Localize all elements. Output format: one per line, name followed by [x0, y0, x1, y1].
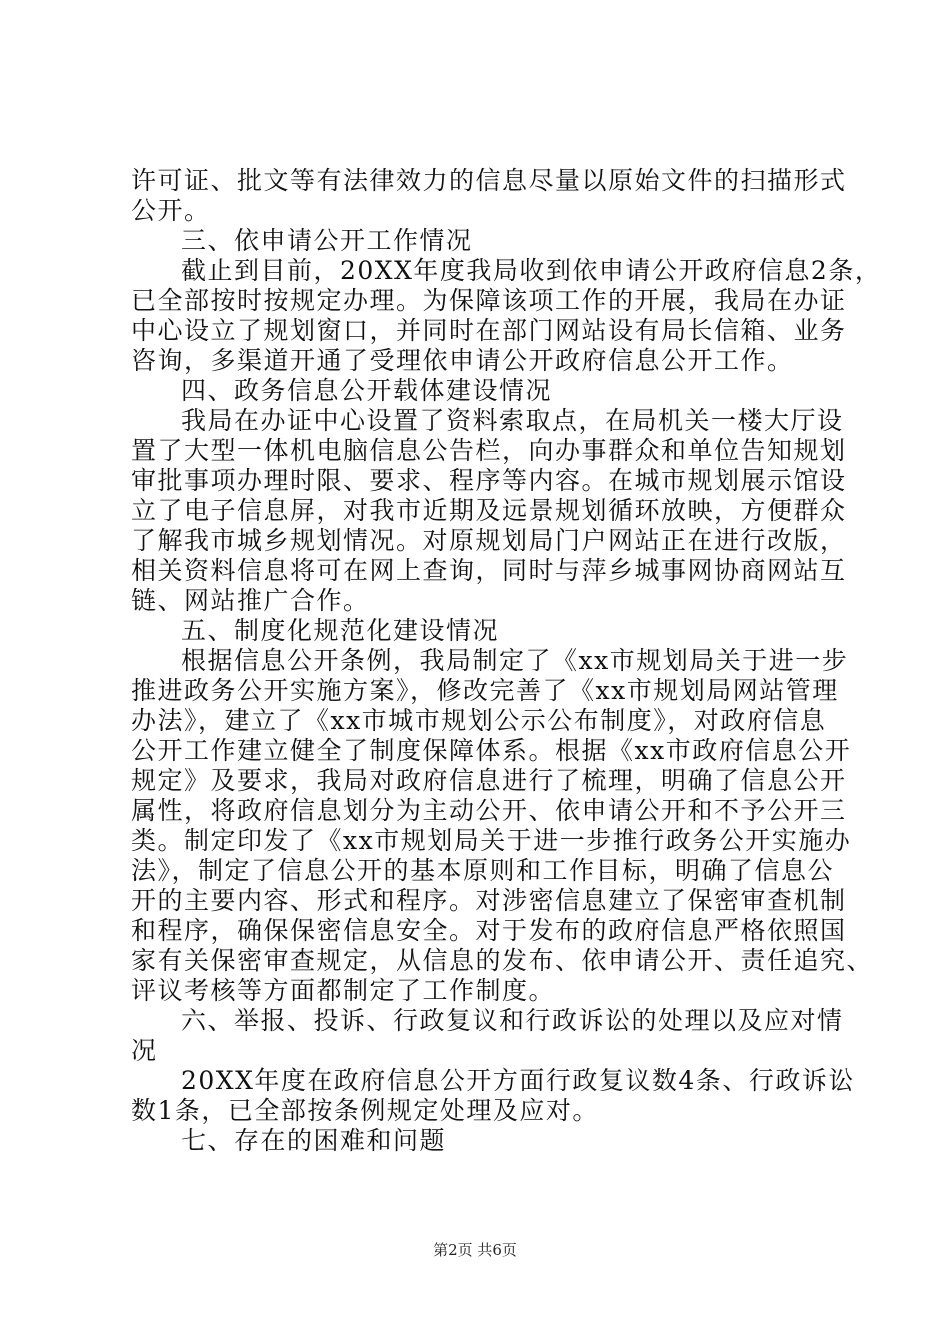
text-line: 咨询，多渠道开通了受理依申请公开政府信息公开工作。 — [131, 346, 794, 375]
text-line: 根据信息公开条例，我局制定了《xx市规划局关于进一步 — [181, 646, 849, 675]
text-line: 置了大型一体机电脑信息公告栏，向办事群众和单位告知规划 — [131, 436, 847, 465]
text-line: 许可证、批文等有法律效力的信息尽量以原始文件的扫描形式 — [131, 166, 847, 195]
text-line: 我局在办证中心设置了资料索取点，在局机关一楼大厅设 — [181, 406, 844, 435]
text-line: 中心设立了规划窗口，并同时在部门网站设有局长信箱、业务 — [131, 316, 847, 345]
text-line: 相关资料信息将可在网上查询，同时与萍乡城事网协商网站互 — [131, 556, 847, 585]
document-body — [131, 166, 882, 1156]
text-line: 推进政务公开实施方案》，修改完善了《xx市规划局网站管理 — [131, 676, 839, 705]
text-line: 链、网站推广合作。 — [131, 586, 370, 615]
text-line: 数1条，已全部按条例规定处理及应对。 — [131, 1096, 599, 1125]
page-footer: 第2页 共6页 — [433, 1241, 517, 1259]
text-line: 审批事项办理时限、要求、程序等内容。在城市规划展示馆设 — [131, 466, 847, 495]
text-line: 立了电子信息屏，对我市近期及远景规划循环放映，方便群众 — [131, 496, 847, 525]
text-line: 评议考核等方面都制定了工作制度。 — [131, 976, 556, 1005]
text-line: 属性，将政府信息划分为主动公开、依申请公开和不予公开三 — [131, 796, 847, 825]
text-line: 六、举报、投诉、行政复议和行政诉讼的处理以及应对情 — [181, 1006, 844, 1035]
text-line: 办法》，建立了《xx市城市规划公示公布制度》，对政府信息 — [131, 706, 827, 735]
text-line: 规定》及要求，我局对政府信息进行了梳理，明确了信息公开 — [131, 766, 847, 795]
text-line: 开的主要内容、形式和程序。对涉密信息建立了保密审查机制 — [131, 886, 847, 915]
text-line: 截止到目前，20XX年度我局收到依申请公开政府信息2条， — [181, 256, 882, 285]
text-line: 和程序，确保保密信息安全。对于发布的政府信息严格依照国 — [131, 916, 847, 945]
text-line: 家有关保密审查规定，从信息的发布、依申请公开、责任追究、 — [131, 946, 874, 975]
text-line: 法》，制定了信息公开的基本原则和工作目标，明确了信息公 — [131, 856, 835, 885]
text-line: 公开。 — [131, 196, 211, 225]
text-line: 了解我市城乡规划情况。对原规划局门户网站正在进行改版， — [131, 526, 847, 555]
text-line: 三、依申请公开工作情况 — [181, 226, 473, 255]
text-line: 类。制定印发了《xx市规划局关于进一步推行政务公开实施办 — [131, 826, 852, 855]
text-line: 七、存在的困难和问题 — [181, 1126, 447, 1155]
text-line: 况 — [131, 1036, 158, 1065]
text-line: 20XX年度在政府信息公开方面行政复议数4条、行政诉讼 — [181, 1066, 855, 1095]
text-line: 四、政务信息公开载体建设情况 — [181, 376, 553, 405]
text-line: 公开工作建立健全了制度保障体系。根据《xx市政府信息公开 — [131, 736, 852, 765]
text-line: 五、制度化规范化建设情况 — [181, 616, 500, 645]
text-line: 已全部按时按规定办理。为保障该项工作的开展，我局在办证 — [131, 286, 847, 315]
